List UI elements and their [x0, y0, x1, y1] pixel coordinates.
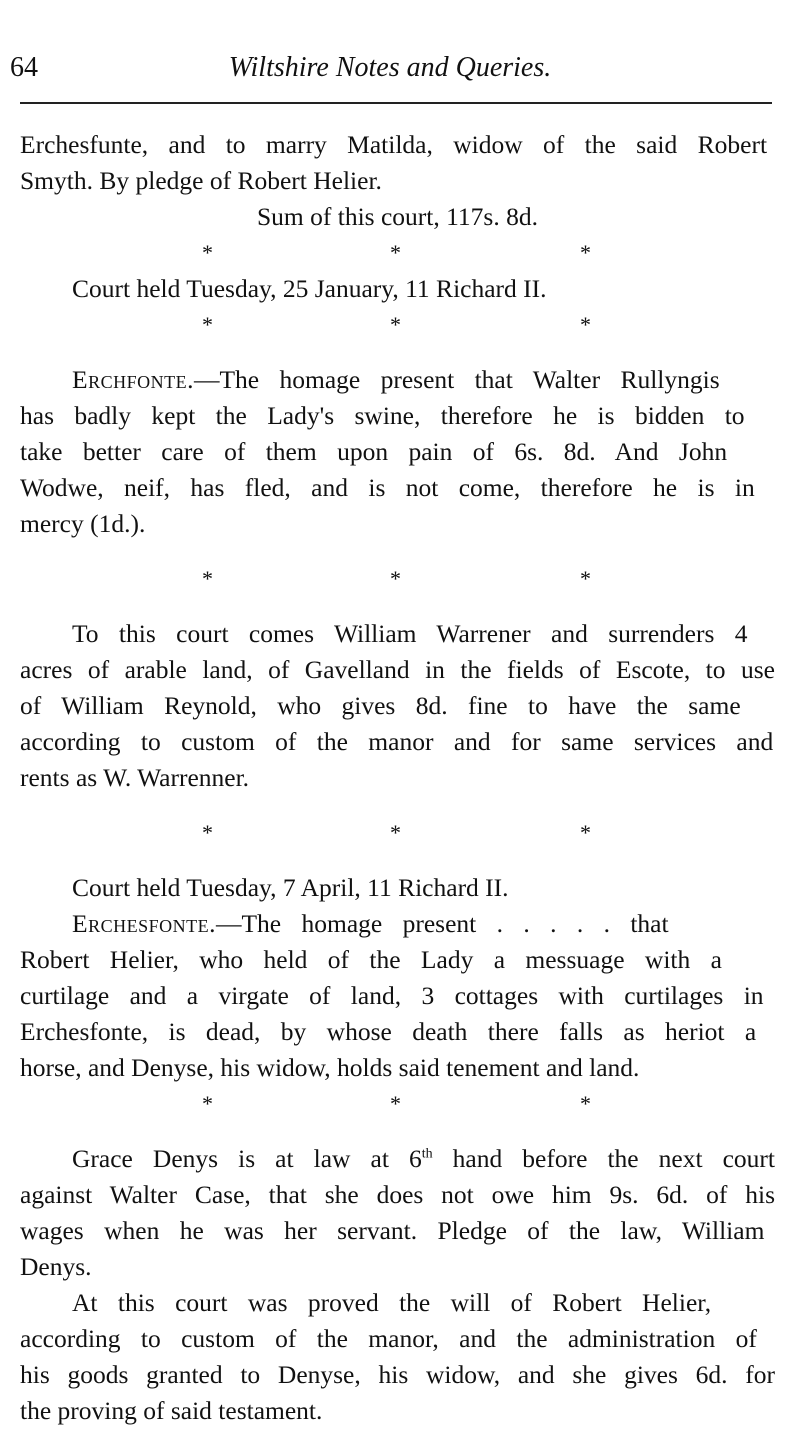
text-line: Erchesfonte, is dead, by whose death there falls as heriot a [20, 1017, 757, 1046]
text-line: Erchesfonte.—The homage present . . . . . that [72, 909, 669, 938]
text-line: the proving of said testament. [20, 1396, 323, 1425]
section-separator [20, 815, 775, 851]
text-line: Wodwe, neif, has fled, and is not come, therefore he is in [20, 473, 755, 502]
text-line: has badly kept the Lady's swine, therefore he is bidden to [20, 401, 745, 430]
asterisk: * [390, 312, 401, 337]
text-line: according to custom of the manor, and the administration of [20, 1324, 757, 1353]
text-line: against Walter Case, that she does not owe him 9s. 6d. of his [20, 1180, 775, 1209]
header-rule [20, 102, 772, 104]
asterisk: * [202, 566, 213, 591]
section-separator [20, 1086, 775, 1122]
text-line: of William Reynold, who gives 8d. fine to have the same [20, 691, 741, 720]
court-heading: Court held Tuesday, 7 April, 11 Richard II. [72, 873, 509, 902]
text-line: To this court comes William Warrener and surrenders 4 [72, 619, 748, 648]
asterisk: * [580, 240, 591, 265]
asterisk: * [580, 820, 591, 845]
asterisk: * [390, 240, 401, 265]
text-line: horse, and Denyse, his widow, holds said tenement and land. [20, 1053, 640, 1082]
asterisk: * [202, 312, 213, 337]
text-line: wages when he was her servant. Pledge of the law, William [20, 1216, 765, 1245]
text-line: Denys. [20, 1252, 92, 1281]
section-separator [20, 235, 775, 271]
asterisk: * [202, 1091, 213, 1116]
text-line: acres of arable land, of Gavelland in the fields of Escote, to use [20, 655, 775, 684]
text-line: rents as W. Warrenner. [20, 763, 250, 792]
asterisk: * [580, 312, 591, 337]
asterisk: * [202, 240, 213, 265]
running-title: Wiltshire Notes and Queries. [228, 52, 552, 83]
court-heading: Court held Tuesday, 25 January, 11 Richard II. [72, 274, 547, 303]
place-heading: Erchesfonte. [72, 909, 216, 938]
place-heading: Erchfonte. [72, 365, 194, 394]
superscript: th [421, 1146, 433, 1162]
text-line: Erchesfunte, and to marry Matilda, widow of the said Robert [20, 130, 768, 159]
text-line: At this court was proved the will of Robert Helier, [72, 1288, 712, 1317]
text-line: curtilage and a virgate of land, 3 cottages with curtilages in [20, 981, 764, 1010]
page-header [10, 52, 770, 92]
court-sum: Sum of this court, 117s. 8d. [257, 202, 538, 231]
text-line: Grace Denys is at law at 6th hand before the next court [72, 1144, 776, 1173]
page-body [20, 127, 775, 1429]
asterisk: * [390, 566, 401, 591]
page-number: 64 [10, 52, 38, 83]
text-line: Erchfonte.—The homage present that Walter Rullyngis [72, 365, 720, 394]
asterisk: * [390, 820, 401, 845]
asterisk: * [580, 1091, 591, 1116]
text-line: his goods granted to Denyse, his widow, and she gives 6d. for [20, 1360, 775, 1389]
asterisk: * [580, 566, 591, 591]
text-line: take better care of them upon pain of 6s. 8d. And John [20, 437, 728, 466]
text-line: Smyth. By pledge of Robert Helier. [20, 166, 382, 195]
text-line: Robert Helier, who held of the Lady a messuage with a [20, 945, 722, 974]
section-separator [20, 561, 775, 597]
text-line: according to custom of the manor and for same services and [20, 727, 774, 756]
asterisk: * [202, 820, 213, 845]
text-line: mercy (1d.). [20, 509, 146, 538]
section-separator [20, 307, 775, 343]
asterisk: * [390, 1091, 401, 1116]
